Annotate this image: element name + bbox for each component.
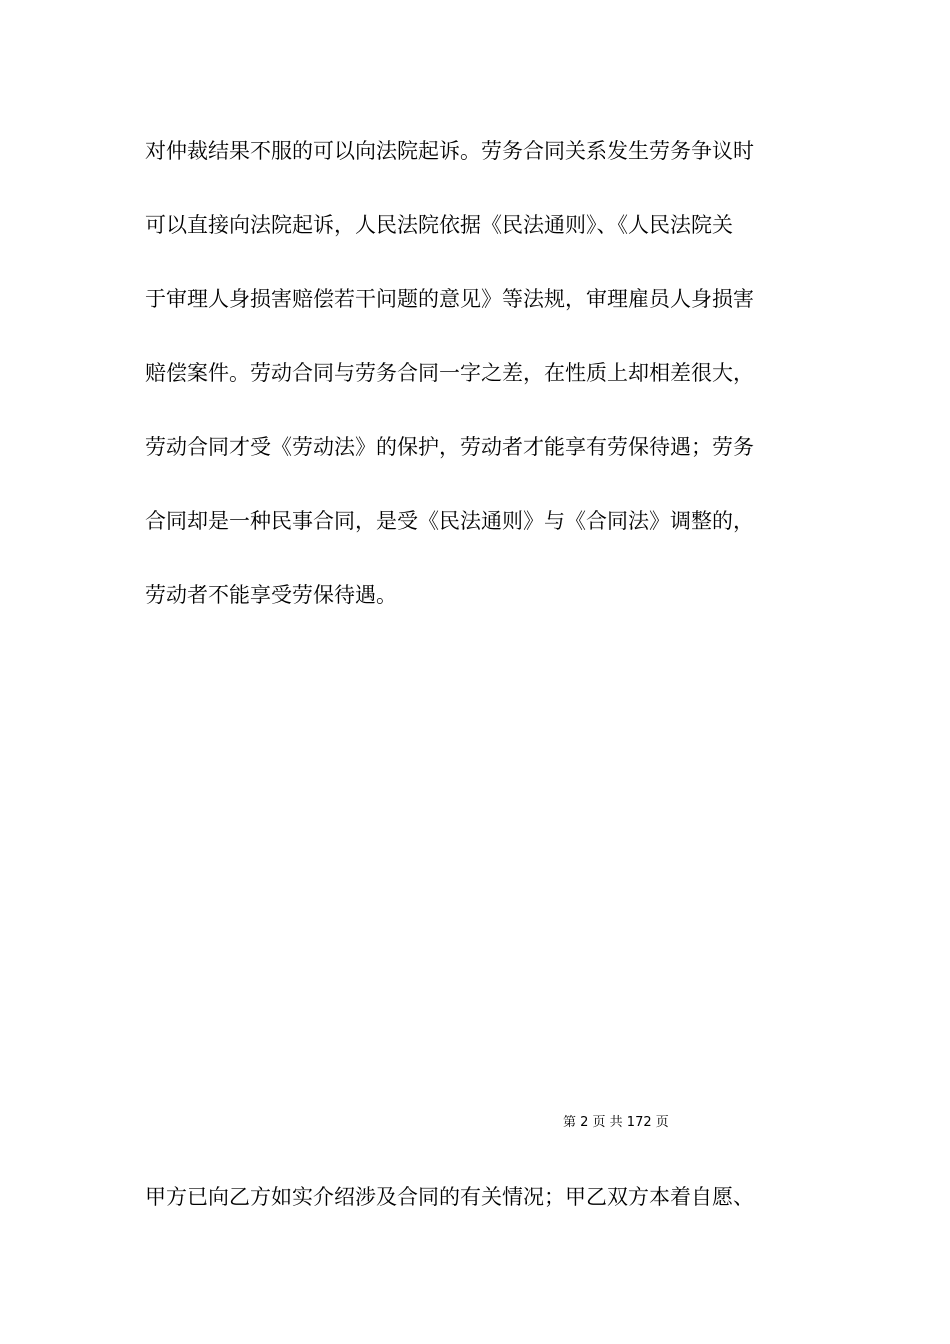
page-footer-number: 第 2 页 共 172 页	[563, 1115, 669, 1130]
body-text	[145, 132, 810, 650]
text-line: 可以直接向法院起诉，人民法院依据《民法通则》、《人民法院关	[145, 213, 733, 237]
text-line: 合同却是一种民事合同，是受《民法通则》与《合同法》调整的，	[145, 509, 754, 533]
text-line: 对仲裁结果不服的可以向法院起诉。劳务合同关系发生劳务争议时	[145, 139, 754, 163]
next-page-text-line: 甲方已向乙方如实介绍涉及合同的有关情况；甲乙双方本着自愿、	[145, 1185, 754, 1209]
text-line: 劳动者不能享受劳保待遇。	[145, 583, 397, 607]
text-line: 劳动合同才受《劳动法》的保护，劳动者才能享有劳保待遇；劳务	[145, 435, 754, 459]
text-line: 于审理人身损害赔偿若干问题的意见》等法规，审理雇员人身损害	[145, 287, 754, 311]
text-line: 赔偿案件。劳动合同与劳务合同一字之差，在性质上却相差很大，	[145, 361, 754, 385]
